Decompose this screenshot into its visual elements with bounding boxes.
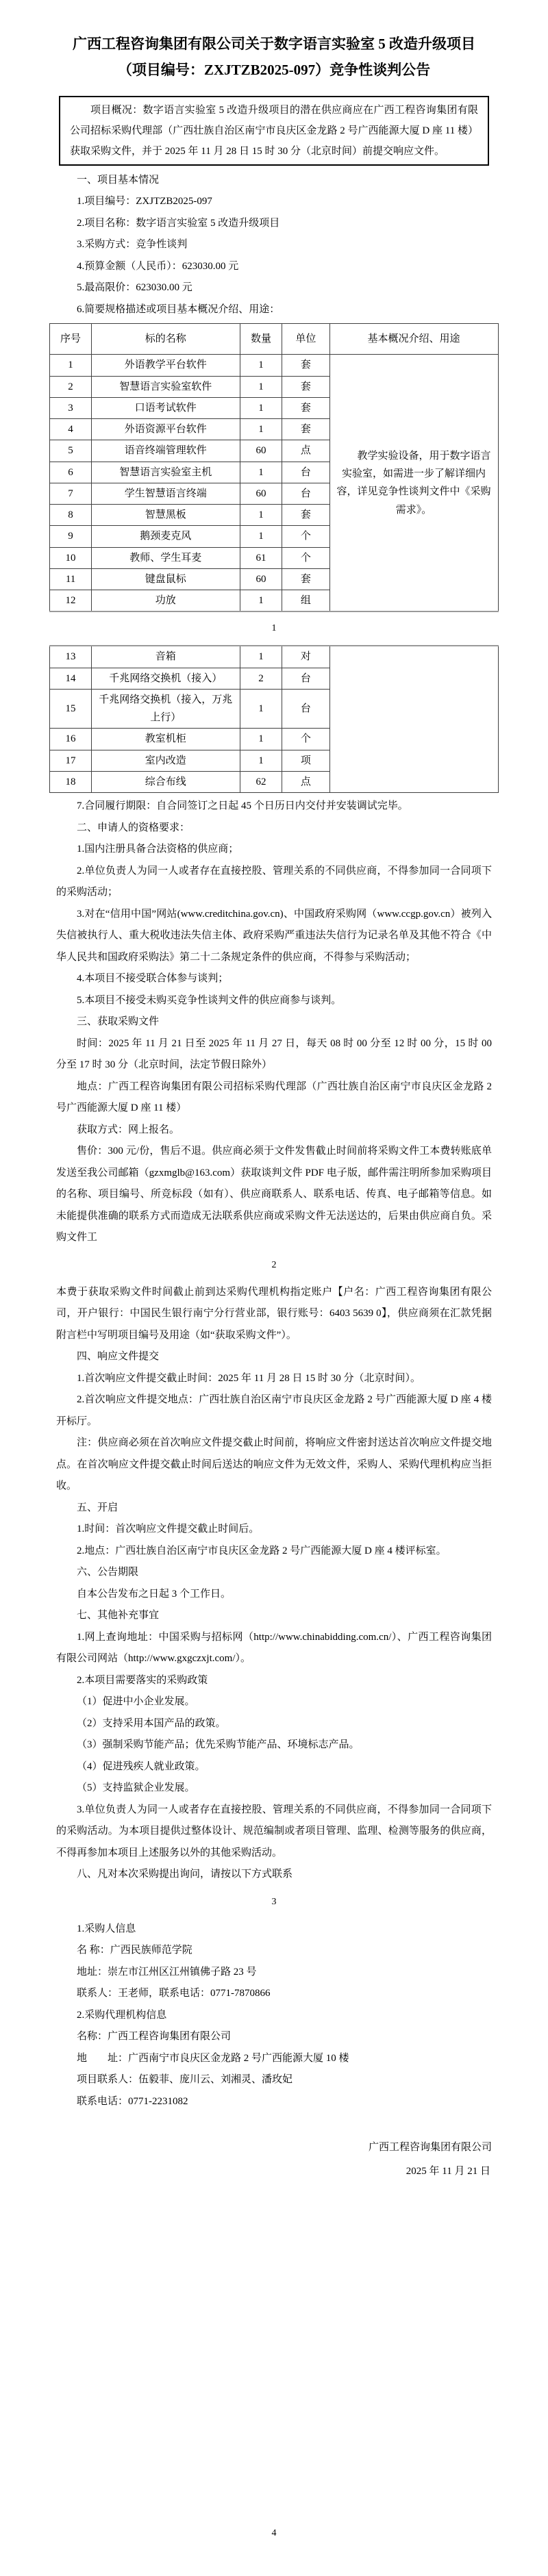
header-seq: 序号 xyxy=(50,324,91,355)
cell-name: 综合布线 xyxy=(91,771,240,792)
cell-qty: 1 xyxy=(240,646,282,668)
cell-unit: 个 xyxy=(282,526,329,547)
table-note-text: 教学实验设备，用于数字语言实验室，如需进一步了解详细内容，详见竞争性谈判文件中《采购需求》。 xyxy=(336,450,491,516)
cell-unit: 套 xyxy=(282,419,329,440)
cell-qty: 2 xyxy=(240,668,282,689)
cell-unit: 组 xyxy=(282,590,329,612)
section1-heading: 一、项目基本情况 xyxy=(77,174,160,186)
announcement-period: 自本公告发布之日起 3 个工作日。 xyxy=(77,1588,232,1600)
cell-seq: 11 xyxy=(50,568,91,590)
cell-seq: 13 xyxy=(50,646,91,668)
budget-amount: 4.预算金额（人民币）：623030.00 元 xyxy=(77,260,239,272)
table-row xyxy=(50,355,498,376)
project-name: 2.项目名称：数字语言实验室 5 改造升级项目 xyxy=(77,217,280,229)
cell-unit: 个 xyxy=(282,729,329,750)
cell-qty: 1 xyxy=(240,376,282,397)
cell-unit: 点 xyxy=(282,440,329,462)
page-number-4: 4 xyxy=(271,2527,277,2538)
cell-name: 口语考试软件 xyxy=(91,397,240,418)
goods-table-part1 xyxy=(49,323,498,612)
submission-place: 2.首次响应文件提交地点：广西壮族自治区南宁市良庆区金龙路 2 号广西能源大厦 D 座 4 楼开标厅。 xyxy=(56,1394,492,1427)
submission-note: 注：供应商必须在首次响应文件提交截止时间前，将响应文件密封送达首次响应文件提交地点。在首次响应文件提交截止时间后送达的响应文件为无效文件，采购人、采购代理机构应当拒收。 xyxy=(56,1437,492,1492)
cell-unit: 套 xyxy=(282,568,329,590)
cell-seq: 3 xyxy=(50,397,91,418)
signature-date: 2025 年 11 月 21 日 xyxy=(406,2165,490,2177)
cell-seq: 18 xyxy=(50,771,91,792)
header-desc: 基本概况介绍、用途 xyxy=(329,324,498,355)
cell-unit: 项 xyxy=(282,750,329,771)
cell-qty: 1 xyxy=(240,590,282,612)
signature-company: 广西工程咨询集团有限公司 xyxy=(368,2142,492,2154)
cell-name: 千兆网络交换机（接入） xyxy=(91,668,240,689)
agency-phone: 联系电话：0771-2231082 xyxy=(77,2095,188,2107)
section4-heading: 四、响应文件提交 xyxy=(77,1351,160,1363)
cell-seq: 17 xyxy=(50,750,91,771)
cell-qty: 1 xyxy=(240,750,282,771)
policy-item: （4）促进残疾人就业政策。 xyxy=(77,1760,206,1772)
cell-qty: 62 xyxy=(240,771,282,792)
cell-unit: 套 xyxy=(282,397,329,418)
cell-seq: 10 xyxy=(50,547,91,568)
cell-qty: 1 xyxy=(240,355,282,376)
signature-block xyxy=(56,2136,492,2183)
page-number-2: 2 xyxy=(271,1259,277,1270)
table-row xyxy=(50,646,498,668)
cell-seq: 16 xyxy=(50,729,91,750)
submission-deadline: 1.首次响应文件提交截止时间：2025 年 11 月 28 日 15 时 30 分（北京时间）。 xyxy=(77,1372,421,1384)
policy-intro: 2.本项目需要落实的采购政策 xyxy=(77,1674,208,1686)
cell-unit: 套 xyxy=(282,505,329,526)
agency-address: 地 址：广西南宁市良庆区金龙路 2 号广西能源大厦 10 楼 xyxy=(77,2052,349,2064)
cell-qty: 1 xyxy=(240,397,282,418)
document-title xyxy=(56,31,492,84)
cell-seq: 1 xyxy=(50,355,91,376)
cell-seq: 9 xyxy=(50,526,91,547)
qualification-item: 4.本项目不接受联合体参与谈判； xyxy=(77,973,229,985)
cell-name: 学生智慧语言终端 xyxy=(91,483,240,504)
table-header-row xyxy=(50,324,498,355)
section8-heading: 八、凡对本次采购提出询问，请按以下方式联系 xyxy=(77,1869,293,1880)
cell-unit: 个 xyxy=(282,547,329,568)
page-number-3: 3 xyxy=(271,1896,277,1907)
cell-seq: 12 xyxy=(50,590,91,612)
cell-seq: 7 xyxy=(50,483,91,504)
cell-name: 室内改造 xyxy=(91,750,240,771)
agency-info-heading: 2.采购代理机构信息 xyxy=(77,2009,167,2021)
agency-name: 名称：广西工程咨询集团有限公司 xyxy=(77,2031,232,2043)
table-note-cell xyxy=(329,355,498,612)
cell-qty: 1 xyxy=(240,526,282,547)
opening-place: 2.地点：广西壮族自治区南宁市良庆区金龙路 2 号广西能源大厦 D 座 4 楼评标室。 xyxy=(77,1545,447,1556)
doc-price-paragraph-part2: 本费于获取采购文件时间截止前到达采购代理机构指定账户【户名：广西工程咨询集团有限公司，开户银行：中国民生银行南宁分行营业部，银行账号：6403 5639 0】，供应商须在汇款凭据附言栏中写明项目编号及用途（如“获取采购文件”）。 xyxy=(56,1286,492,1341)
cell-qty: 1 xyxy=(240,689,282,729)
qualification-item: 1.国内注册具备合法资格的供应商； xyxy=(77,844,239,855)
cell-name: 千兆网络交换机（接入，万兆上行） xyxy=(91,689,240,729)
cell-qty: 61 xyxy=(240,547,282,568)
cell-name: 智慧语言实验室主机 xyxy=(91,462,240,483)
goods-table-part2 xyxy=(49,645,498,793)
policy-item: （1）促进中小企业发展。 xyxy=(77,1696,195,1708)
cell-unit: 点 xyxy=(282,771,329,792)
header-qty: 数量 xyxy=(240,324,282,355)
cell-name: 教室机柜 xyxy=(91,729,240,750)
purchaser-address: 地址：崇左市江州区江州镇佛子路 23 号 xyxy=(77,1966,257,1978)
header-unit: 单位 xyxy=(282,324,329,355)
cell-qty: 1 xyxy=(240,419,282,440)
online-query-address: 1.网上查询地址：中国采购与招标网（http://www.chinabidding.com.cn/）、广西工程咨询集团有限公司网站（http://www.gxgczxjt.com/）。 xyxy=(56,1631,492,1665)
section2-heading: 二、申请人的资格要求： xyxy=(77,822,190,833)
doc-obtain-method: 获取方式：网上报名。 xyxy=(77,1124,180,1135)
doc-price-paragraph-part1: 售价：300 元/份，售后不退。供应商必须于文件发售截止时间前将采购文件工本费转账底单发送至我公司邮箱（gzxmglb@163.com）获取谈判文件 PDF 电子版，邮件需注明所参加采购项目的名称、项目编号、所竞标段（如有）、供应商联系人、联系电话、传真、电子邮箱等信息。如未能提供准确的联系方式而造成无法联系供应商或采购文件无法送达的，后果由供应商自负。采购文件工 xyxy=(56,1146,492,1243)
section7-heading: 七、其他补充事宜 xyxy=(77,1610,160,1621)
section3-heading: 三、获取采购文件 xyxy=(77,1016,160,1028)
cell-name: 音箱 xyxy=(91,646,240,668)
section5-heading: 五、开启 xyxy=(77,1502,119,1513)
cell-seq: 14 xyxy=(50,668,91,689)
procurement-method: 3.采购方式：竞争性谈判 xyxy=(77,239,188,251)
doc-obtain-time: 时间：2025 年 11 月 21 日至 2025 年 11 月 27 日，每天 08 时 00 分至 12 时 00 分，15 时 00 分至 17 时 30 分（北京时间，法定节假日除外） xyxy=(56,1037,492,1071)
cell-qty: 60 xyxy=(240,440,282,462)
cell-name: 教师、学生耳麦 xyxy=(91,547,240,568)
cell-name: 语音终端管理软件 xyxy=(91,440,240,462)
cell-qty: 1 xyxy=(240,505,282,526)
agency-contact: 项目联系人：伍毅菲、庞川云、刘湘灵、潘玫妃 xyxy=(77,2074,293,2086)
cell-seq: 15 xyxy=(50,689,91,729)
contract-term: 7.合同履行期限：自合同签订之日起 45 个日历日内交付并安装调试完毕。 xyxy=(77,800,408,812)
project-overview-box xyxy=(59,96,489,166)
spec-intro-label: 6.简要规格描述或项目基本概况介绍、用途： xyxy=(77,303,280,315)
cell-name: 智慧语言实验室软件 xyxy=(91,376,240,397)
cell-unit: 对 xyxy=(282,646,329,668)
cell-name: 鹅颈麦克风 xyxy=(91,526,240,547)
cell-seq: 5 xyxy=(50,440,91,462)
doc-obtain-place: 地点：广西工程咨询集团有限公司招标采购代理部（广西壮族自治区南宁市良庆区金龙路 2 号广西能源大厦 D 座 11 楼） xyxy=(56,1081,492,1114)
cell-unit: 台 xyxy=(282,462,329,483)
document-title-line2: （项目编号：ZXJTZB2025-097）竞争性谈判公告 xyxy=(117,61,431,78)
purchaser-info-heading: 1.采购人信息 xyxy=(77,1923,136,1934)
project-number: 1.项目编号：ZXJTZB2025-097 xyxy=(77,196,212,207)
cell-unit: 台 xyxy=(282,483,329,504)
cell-name: 外语资源平台软件 xyxy=(91,419,240,440)
cell-qty: 60 xyxy=(240,483,282,504)
qualification-item: 2.单位负责人为同一人或者存在直接控股、管理关系的不同供应商，不得参加同一合同项下的采购活动； xyxy=(56,865,492,898)
qualification-item: 3.对在“信用中国”网站(www.creditchina.gov.cn)、中国政府采购网（www.ccgp.gov.cn）被列入失信被执行人、重大税收违法失信主体、政府采购严重违法失信行为记录名单及其他不符合《中华人民共和国政府采购法》第二十二条规定条件的供应商，不得参与采购活动； xyxy=(56,908,492,963)
cell-unit: 台 xyxy=(282,668,329,689)
table-note-cell-empty xyxy=(329,646,498,792)
price-ceiling: 5.最高限价：623030.00 元 xyxy=(77,282,192,294)
policy-item: （3）强制采购节能产品；优先采购节能产品、环境标志产品。 xyxy=(77,1739,360,1751)
purchaser-name: 名 称：广西民族师范学院 xyxy=(77,1945,192,1956)
cell-unit: 套 xyxy=(282,355,329,376)
cell-unit: 套 xyxy=(282,376,329,397)
qualification-item: 5.本项目不接受未购买竞争性谈判文件的供应商参与谈判。 xyxy=(77,994,342,1006)
cell-name: 功放 xyxy=(91,590,240,612)
header-item-name: 标的名称 xyxy=(91,324,240,355)
cell-name: 键盘鼠标 xyxy=(91,568,240,590)
cell-name: 智慧黑板 xyxy=(91,505,240,526)
opening-time: 1.时间：首次响应文件提交截止时间后。 xyxy=(77,1524,260,1535)
cell-name: 外语教学平台软件 xyxy=(91,355,240,376)
project-overview-text: 项目概况：数字语言实验室 5 改造升级项目的潜在供应商应在广西工程咨询集团有限公司招标采购代理部（广西壮族自治区南宁市良庆区金龙路 2 号广西能源大厦 D 座 11 楼）获取采购文件，并于 2025 年 11 月 28 日 15 时 30 分（北京时间）前提交响应文件。 xyxy=(70,104,478,157)
document-title-line1: 广西工程咨询集团有限公司关于数字语言实验室 5 改造升级项目 xyxy=(73,36,475,52)
policy-item: （5）支持监狱企业发展。 xyxy=(77,1782,195,1794)
supplementary-item: 3.单位负责人为同一人或者存在直接控股、管理关系的不同供应商，不得参加同一合同项下的采购活动。为本项目提供过整体设计、规范编制或者项目管理、监理、检测等服务的供应商，不得再参加本项目上述服务以外的其他采购活动。 xyxy=(56,1804,492,1858)
cell-unit: 台 xyxy=(282,689,329,729)
cell-seq: 2 xyxy=(50,376,91,397)
cell-seq: 4 xyxy=(50,419,91,440)
cell-qty: 1 xyxy=(240,729,282,750)
policy-item: （2）支持采用本国产品的政策。 xyxy=(77,1717,226,1729)
page-number-1: 1 xyxy=(271,623,277,634)
section6-heading: 六、公告期限 xyxy=(77,1567,139,1578)
cell-seq: 8 xyxy=(50,505,91,526)
cell-qty: 60 xyxy=(240,568,282,590)
cell-seq: 6 xyxy=(50,462,91,483)
purchaser-contact: 联系人：王老师，联系电话：0771-7870866 xyxy=(77,1988,271,1999)
cell-qty: 1 xyxy=(240,462,282,483)
